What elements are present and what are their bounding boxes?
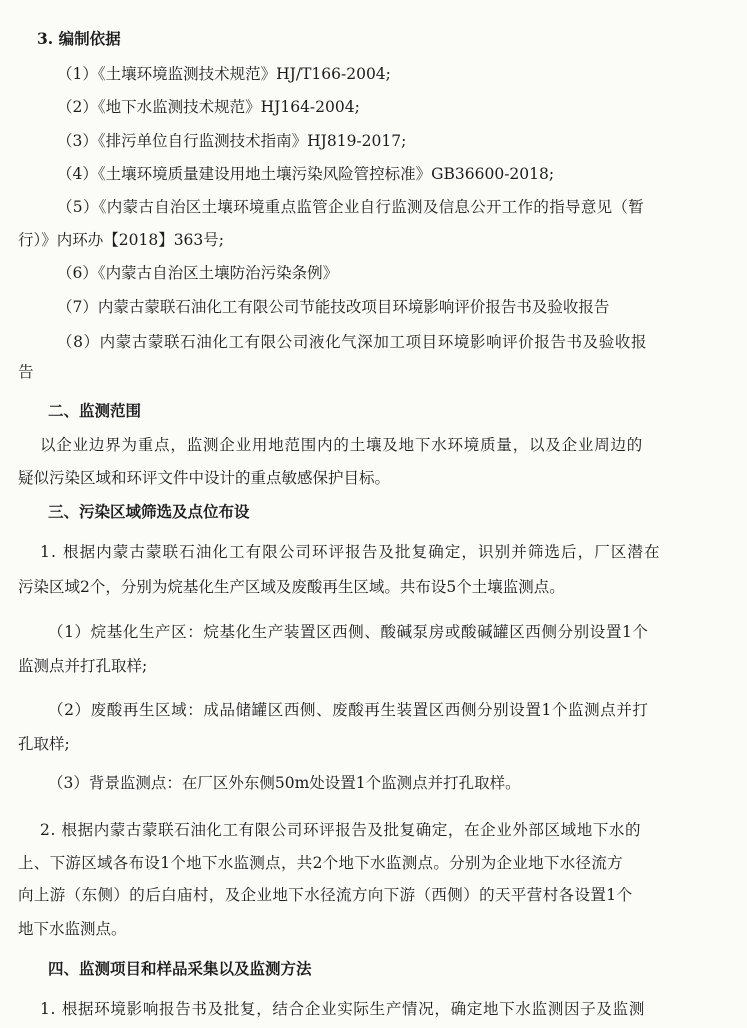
pollution-line-1: 1. 根据内蒙古蒙联石油化工有限公司环评报告及批复确定，识别并筛选后，厂区潜在	[40, 543, 661, 561]
pollution-item-1-cont: 监测点并打孔取样;	[18, 657, 148, 675]
pollution-item-1: （1）烷基化生产区：烷基化生产装置区西侧、酸碱泵房或酸碱罐区西侧分别设置1个	[48, 623, 649, 641]
scope-line-1: 以企业边界为重点，监测企业用地范围内的土壤及地下水环境质量，以及企业周边的	[40, 436, 644, 454]
groundwater-line-2: 上、下游区域各布设1个地下水监测点，共2个地下水监测点。分别为企业地下水径流方	[18, 854, 623, 872]
pollution-item-2: （2）废酸再生区域：成品储罐区西侧、废酸再生装置区西侧分别设置1个监测点并打	[48, 701, 649, 719]
section-two-heading: 二、监测范围	[48, 401, 142, 420]
ref-6: （6）《内蒙古自治区土壤防治污染条例》	[57, 264, 339, 282]
section-four-heading: 四、监测项目和样品采集以及监测方法	[48, 959, 312, 978]
groundwater-line-4: 地下水监测点。	[18, 920, 127, 938]
section-three-heading: 三、污染区域筛选及点位布设	[48, 502, 250, 521]
ref-7: （7）内蒙古蒙联石油化工有限公司节能技改项目环境影响评价报告书及验收报告	[57, 298, 610, 316]
ref-8: （8）内蒙古蒙联石油化工有限公司液化气深加工项目环境影响评价报告书及验收报	[57, 333, 648, 351]
groundwater-line-1: 2. 根据内蒙古蒙联石油化工有限公司环评报告及批复确定，在企业外部区域地下水的	[40, 821, 642, 839]
ref-2: （2）《地下水监测技术规范》HJ164-2004;	[57, 98, 360, 116]
ref-1: （1）《土壤环境监测技术规范》HJ/T166-2004;	[57, 65, 391, 83]
pollution-line-2: 污染区域2个，分别为烷基化生产区域及废酸再生区域。共布设5个土壤监测点。	[18, 578, 565, 596]
pollution-item-3: （3）背景监测点：在厂区外东侧50m处设置1个监测点并打孔取样。	[48, 774, 521, 792]
pollution-item-2-cont: 孔取样;	[18, 735, 70, 753]
ref-4: （4）《土壤环境质量建设用地土壤污染风险管控标准》GB36600-2018;	[57, 165, 555, 183]
ref-3: （3）《排污单位自行监测技术指南》HJ819-2017;	[57, 132, 407, 150]
groundwater-line-3: 向上游（东侧）的后白庙村，及企业地下水径流方向下游（西侧）的天平营村各设置1个	[18, 886, 633, 904]
scope-line-2: 疑似污染区域和环评文件中设计的重点敏感保护目标。	[18, 469, 391, 487]
ref-5: （5）《内蒙古自治区土壤环境重点监管企业自行监测及信息公开工作的指导意见（暂	[57, 198, 645, 216]
monitoring-line-1: 1. 根据环境影响报告书及批复，结合企业实际生产情况，确定地下水监测因子及监测	[40, 1000, 646, 1018]
section-3-heading: 3. 编制依据	[37, 29, 121, 48]
ref-8-cont: 告	[18, 363, 34, 381]
ref-5-cont: 行）》内环办【2018】363号;	[18, 231, 225, 249]
